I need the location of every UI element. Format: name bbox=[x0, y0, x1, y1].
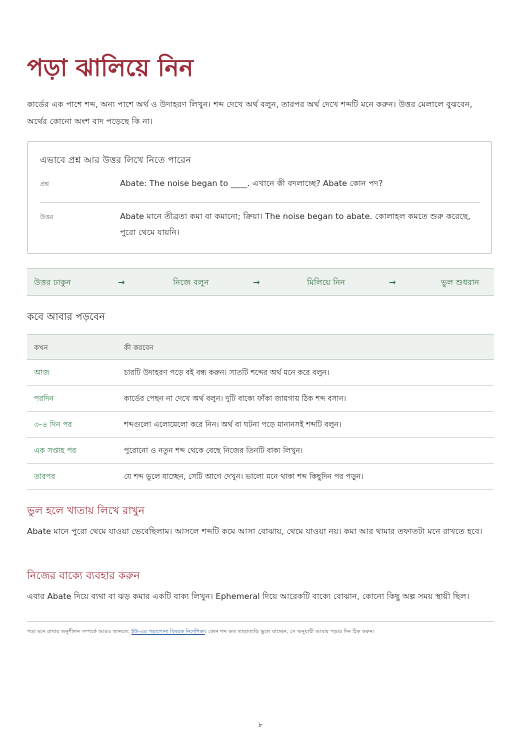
step-arrow-icon: → bbox=[253, 277, 260, 287]
table-row bbox=[27, 438, 494, 464]
row-when: পরদিন bbox=[34, 394, 54, 403]
qa-answer-text: Abate মানে তীব্রতা কমা বা কমানো; ক্রিয়া। The noise began to abate. কোলাহল কমতে শুরু করেছে, পুরো থেমে যায়নি। bbox=[120, 211, 471, 237]
own-sentence-text: এবার Abate দিয়ে ব্যথা বা ঝড় কমার একটি বাক্য লিখুন। Ephemeral দিয়ে আরেকটি বাক্যে বোঝান, কোনো কিছু অল্প সময় স্থায়ী ছিল। bbox=[27, 591, 470, 601]
row-what: যে শব্দ ভুলে যাচ্ছেন, সেটি আগে দেখুন। ভালো মনে থাকা শব্দ কিছুদিন পর পড়ুন। bbox=[124, 472, 364, 481]
mistakes-heading: ভুল হলে খাতায় লিখে রাখুন bbox=[27, 505, 145, 517]
steps-band bbox=[27, 268, 494, 296]
row-what: চারটি উদাহরণ পড়ে বই বন্ধ করুন। সাতটি শব্দের অর্থ মনে করে বলুন। bbox=[124, 368, 330, 377]
table-row bbox=[27, 412, 494, 438]
table-row bbox=[27, 386, 494, 412]
row-when: এক সপ্তাহ পর bbox=[34, 446, 77, 455]
footnote-tail: । কোন শব্দ কত তাড়াতাড়ি ভুলে যাচ্ছেন, সে অনুযায়ী আবার পড়ার দিন ঠিক করুন। bbox=[204, 629, 375, 635]
row-what: শব্দগুলো এলোমেলো করে নিন। অর্থ বা ঘটনা পড়ে মানানসই শব্দটি বলুন। bbox=[124, 420, 342, 429]
qa-question-text: Abate: The noise began to ____. এখানে কী বদলাচ্ছে? Abate কোন পদ? bbox=[120, 178, 383, 188]
row-when: আজ bbox=[34, 368, 50, 377]
qa-question-label: প্রশ্ন bbox=[40, 180, 49, 188]
qa-box-title: এভাবে প্রশ্ন আর উত্তর লিখে নিতে পারেন bbox=[40, 155, 192, 166]
qa-example-box bbox=[27, 141, 492, 254]
table-row bbox=[27, 360, 494, 386]
row-when: তারপর bbox=[34, 472, 56, 481]
mistakes-text: Abate মানে পুরো থেমে যাওয়া ভেবেছিলাম। আসলে শব্দটি কমে আসা বোঝায়, থেমে যাওয়া নয়। কমা আর থামার তফাতটা মনে রাখতে হবে। bbox=[27, 526, 483, 536]
step-arrow-icon: → bbox=[389, 277, 396, 287]
step-correct-mistakes: ভুল শুধরান bbox=[441, 277, 480, 287]
footnote-divider bbox=[27, 621, 494, 622]
step-cover-answer: উত্তর ঢাকুন bbox=[34, 277, 71, 287]
page-number: ৮ bbox=[258, 721, 263, 729]
page-title: পড়া ঝালিয়ে নিন bbox=[27, 53, 194, 82]
step-arrow-icon: → bbox=[118, 277, 125, 287]
col-when: কখন bbox=[34, 343, 49, 352]
row-what: কার্ডের পেছন না দেখে অর্থ বলুন। দুটি বাক্যে ফাঁকা জায়গায় ঠিক শব্দ বসান। bbox=[124, 394, 347, 403]
qa-divider bbox=[40, 202, 480, 203]
qa-answer-label: উত্তর bbox=[40, 213, 54, 221]
col-what: কী করবেন bbox=[124, 343, 154, 352]
own-sentence-heading: নিজের বাক্যে ব্যবহার করুন bbox=[27, 570, 140, 582]
step-say-yourself: নিজে বলুন bbox=[173, 277, 209, 287]
footnote bbox=[27, 629, 494, 637]
schedule-table-header bbox=[27, 334, 494, 360]
row-what: পুরোনো ও নতুন শব্দ থেকে বেছে নিজের তিনটি বাক্য লিখুন। bbox=[124, 446, 303, 455]
study-guide-link[interactable]: ইউ-এর পড়াশোনা বিষয়ক নির্দেশিকা bbox=[131, 629, 205, 635]
intro-text: কার্ডের এক পাশে শব্দ, অন্য পাশে অর্থ ও উদাহরণ লিখুন। শব্দ দেখে অর্থ বলুন, তারপর অর্থ দেখে শব্দটি মনে করুন। উত্তর মেলালে বুঝবেন, অর্থের কোনো অংশ বাদ পড়েছে কি না। bbox=[27, 99, 473, 126]
row-when: ৩–৪ দিন পর bbox=[34, 420, 73, 429]
footnote-lead: পড়া মনে রাখার অনুশীলন সম্পর্কে আরও জানতে: bbox=[27, 629, 132, 635]
table-row bbox=[27, 464, 494, 490]
step-check: মিলিয়ে নিন bbox=[307, 277, 346, 287]
schedule-heading: কবে আবার পড়বেন bbox=[27, 312, 106, 323]
